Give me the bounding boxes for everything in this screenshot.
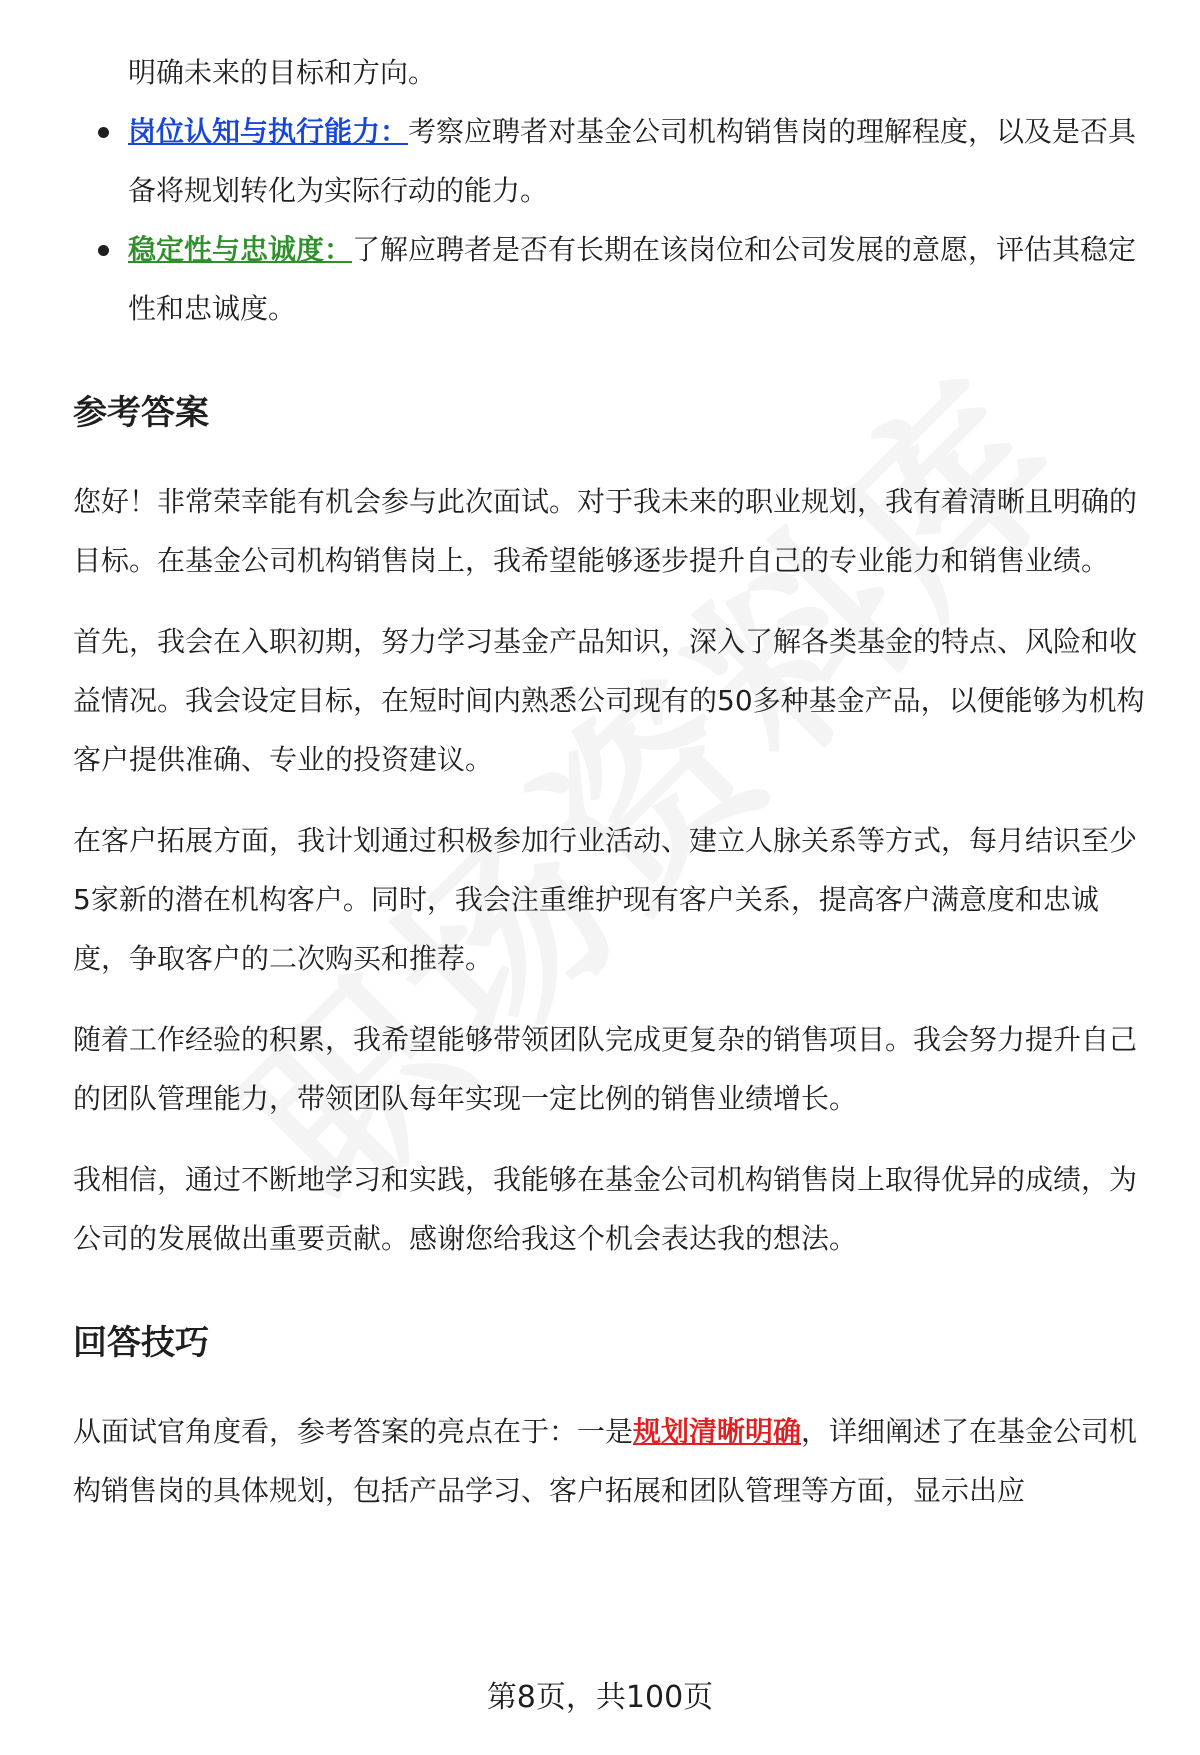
- tips-paragraph: [73, 1402, 1153, 1520]
- point-text: 了解应聘者是否有长期在该岗位和公司发展的意愿，评估其稳定性和忠诚度。: [128, 233, 1137, 325]
- tips-text-after: ，详细阐述了在基金公司机构销售岗的具体规划，包括产品学习、客户拓展和团队管理等方面，显示出应: [73, 1415, 1138, 1507]
- intro-line: 明确未来的目标和方向。: [128, 56, 437, 89]
- page-number-footer: 第8页，共100页: [486, 1680, 714, 1715]
- bullet-icon: [98, 127, 109, 138]
- list-item: [73, 220, 1153, 338]
- answer-paragraph: 在客户拓展方面，我计划通过积极参加行业活动、建立人脉关系等方式，每月结识至少5家新的潜在机构客户。同时，我会注重维护现有客户关系，提高客户满意度和忠诚度，争取客户的二次购买和推荐。: [73, 824, 1138, 975]
- point-text: 考察应聘者对基金公司机构销售岗的理解程度，以及是否具备将规划转化为实际行动的能力。: [128, 115, 1137, 207]
- answer-paragraph: 您好！非常荣幸能有机会参与此次面试。对于我未来的职业规划，我有着清晰且明确的目标。在基金公司机构销售岗上，我希望能够逐步提升自己的专业能力和销售业绩。: [73, 485, 1138, 577]
- evaluation-points-list: [73, 102, 1153, 338]
- keyword-stability-loyalty: 稳定性与忠诚度：: [128, 233, 353, 266]
- tips-text-before: 从面试官角度看，参考答案的亮点在于：一是: [73, 1415, 634, 1448]
- list-item: [73, 102, 1153, 220]
- document-page: [73, 0, 1153, 1520]
- answer-paragraph: 首先，我会在入职初期，努力学习基金产品知识，深入了解各类基金的特点、风险和收益情况。我会设定目标，在短时间内熟悉公司现有的50多种基金产品，以便能够为机构客户提供准确、专业的投资建议。: [73, 625, 1145, 776]
- answer-paragraph: 随着工作经验的积累，我希望能够带领团队完成更复杂的销售项目。我会努力提升自己的团队管理能力，带领团队每年实现一定比例的销售业绩增长。: [73, 1023, 1138, 1115]
- keyword-clear-plan: 规划清晰明确: [633, 1415, 802, 1448]
- answer-heading: 参考答案: [73, 393, 209, 433]
- bullet-icon: [98, 245, 109, 256]
- tips-heading: 回答技巧: [73, 1323, 209, 1363]
- keyword-cognition-execution: 岗位认知与执行能力：: [128, 115, 409, 148]
- answer-paragraph: 我相信，通过不断地学习和实践，我能够在基金公司机构销售岗上取得优异的成绩，为公司的发展做出重要贡献。感谢您给我这个机会表达我的想法。: [73, 1163, 1138, 1255]
